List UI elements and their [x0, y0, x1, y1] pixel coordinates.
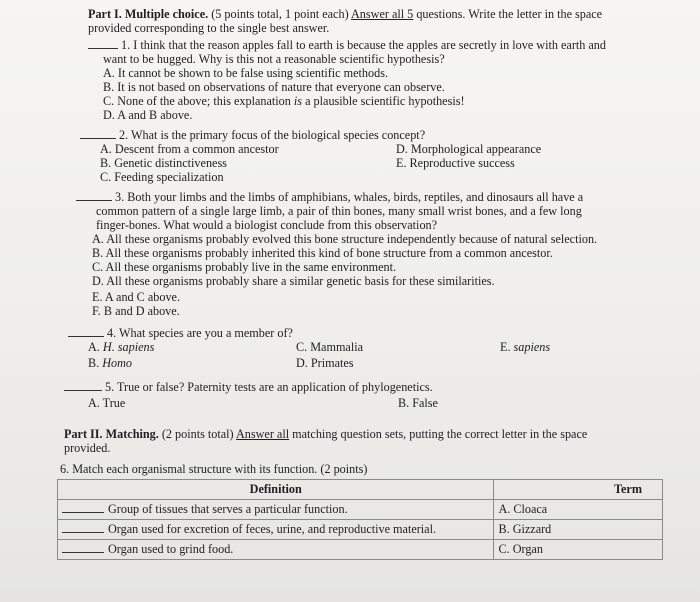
q2-answer-blank[interactable]: [80, 138, 116, 139]
q4-option-a-name: H. sapiens: [102, 340, 155, 354]
q3-option-c: C. All these organisms probably live in the same environment.: [92, 260, 397, 274]
part2-instructions: [64, 427, 587, 441]
definition-text: Group of tissues that serves a particular function.: [108, 502, 348, 516]
matching-table-header: [58, 480, 663, 500]
q2-text: 2. What is the primary focus of the biological species concept?: [119, 128, 426, 142]
part1-instructions: [88, 7, 602, 21]
definition-answer-blank[interactable]: [62, 552, 104, 553]
part1-answer-all: Answer all 5: [351, 7, 414, 21]
q2-stem: [80, 128, 425, 142]
term-cell: C. Organ: [494, 540, 663, 560]
q1-line2: want to be hugged. Why is this not a reasonable scientific hypothesis?: [103, 52, 445, 66]
header-definition: Definition: [58, 480, 494, 500]
q4-option-e-letter: E.: [500, 340, 511, 354]
header-term: Term: [494, 480, 663, 500]
q4-option-e-name: sapiens: [513, 340, 551, 354]
matching-table: [57, 479, 663, 560]
q3-option-f: F. B and D above.: [92, 304, 180, 318]
q1-option-b: B. It is not based on observations of nature that everyone can observe.: [103, 80, 445, 94]
definition-cell: [58, 520, 494, 540]
q4-answer-blank[interactable]: [68, 336, 104, 337]
q2-option-b: B. Genetic distinctiveness: [100, 156, 227, 170]
q4-option-a: [88, 340, 154, 354]
part2-title: Part II. Matching.: [64, 427, 159, 441]
definition-text: Organ used for excretion of feces, urine, and reproductive material.: [108, 522, 437, 536]
q5-option-a: A. True: [88, 396, 126, 410]
q3-option-b: B. All these organisms probably inherited this kind of bone structure from a common ancestor.: [92, 246, 553, 260]
definition-text: Organ used to grind food.: [108, 542, 234, 556]
part2-instruction-line2: provided.: [64, 441, 111, 455]
q3-answer-blank[interactable]: [76, 200, 112, 201]
term-cell: A. Cloaca: [494, 500, 663, 520]
q2-option-a: A. Descent from a common ancestor: [100, 142, 279, 156]
q3-line1: 3. Both your limbs and the limbs of amphibians, whales, birds, reptiles, and dinosaurs all have a: [115, 190, 584, 204]
q3-line2: common pattern of a single large limb, a pair of thin bones, many small wrist bones, and a few long: [96, 204, 582, 218]
q4-text: 4. What species are you a member of?: [107, 326, 293, 340]
q2-option-d: D. Morphological appearance: [396, 142, 542, 156]
q5-stem: [64, 380, 433, 394]
q4-option-b-letter: B.: [88, 356, 100, 370]
q2-option-c: C. Feeding specialization: [100, 170, 224, 184]
table-row: [58, 540, 663, 560]
q4-option-d: D. Primates: [296, 356, 354, 370]
q1-option-c-pre: C. None of the above; this explanation: [103, 94, 291, 108]
q5-text: 5. True or false? Paternity tests are an application of phylogenetics.: [105, 380, 433, 394]
q1-option-d: D. A and B above.: [103, 108, 193, 122]
q1-answer-blank[interactable]: [88, 48, 118, 49]
q3-stem: [76, 190, 583, 204]
q4-option-e: [500, 340, 550, 354]
definition-answer-blank[interactable]: [62, 532, 104, 533]
definition-cell: [58, 540, 494, 560]
q6-prompt: 6. Match each organismal structure with its function. (2 points): [60, 462, 368, 476]
part1-title: Part I. Multiple choice.: [88, 7, 209, 21]
q4-option-b: [88, 356, 132, 370]
q1-option-c: [103, 94, 465, 108]
q1-option-c-post: a plausible scientific hypothesis!: [305, 94, 465, 108]
part2-instruction-rest: matching question sets, putting the correct letter in the space: [292, 427, 588, 441]
q4-option-c: C. Mammalia: [296, 340, 364, 354]
part1-instruction-line2: provided corresponding to the single best answer.: [88, 21, 330, 35]
part2-points: (2 points total): [161, 427, 234, 441]
table-row: [58, 500, 663, 520]
q3-line3: finger-bones. What would a biologist conclude from this observation?: [96, 218, 438, 232]
q3-option-e: E. A and C above.: [92, 290, 181, 304]
q3-option-d: D. All these organisms probably share a similar genetic basis for these similarities.: [92, 274, 495, 288]
q1-line1: 1. I think that the reason apples fall to earth is because the apples are secretly in love with earth and: [121, 38, 606, 52]
q4-stem: [68, 326, 293, 340]
q1-stem: [88, 38, 606, 52]
q4-option-a-letter: A.: [88, 340, 100, 354]
part2-answer-all: Answer all: [235, 427, 290, 441]
part1-points: (5 points total, 1 point each): [211, 7, 349, 21]
q1-option-a: A. It cannot be shown to be false using scientific methods.: [103, 66, 388, 80]
part1-instruction-rest: questions. Write the letter in the space: [416, 7, 603, 21]
q5-answer-blank[interactable]: [64, 390, 102, 391]
q4-option-b-name: Homo: [102, 356, 133, 370]
q3-option-a: A. All these organisms probably evolved this bone structure independently because of natural selection.: [92, 232, 598, 246]
q1-option-c-is: is: [293, 94, 303, 108]
q2-option-e: E. Reproductive success: [396, 156, 515, 170]
q5-option-b: B. False: [398, 396, 438, 410]
term-cell: B. Gizzard: [494, 520, 663, 540]
definition-cell: [58, 500, 494, 520]
definition-answer-blank[interactable]: [62, 512, 104, 513]
table-row: [58, 520, 663, 540]
